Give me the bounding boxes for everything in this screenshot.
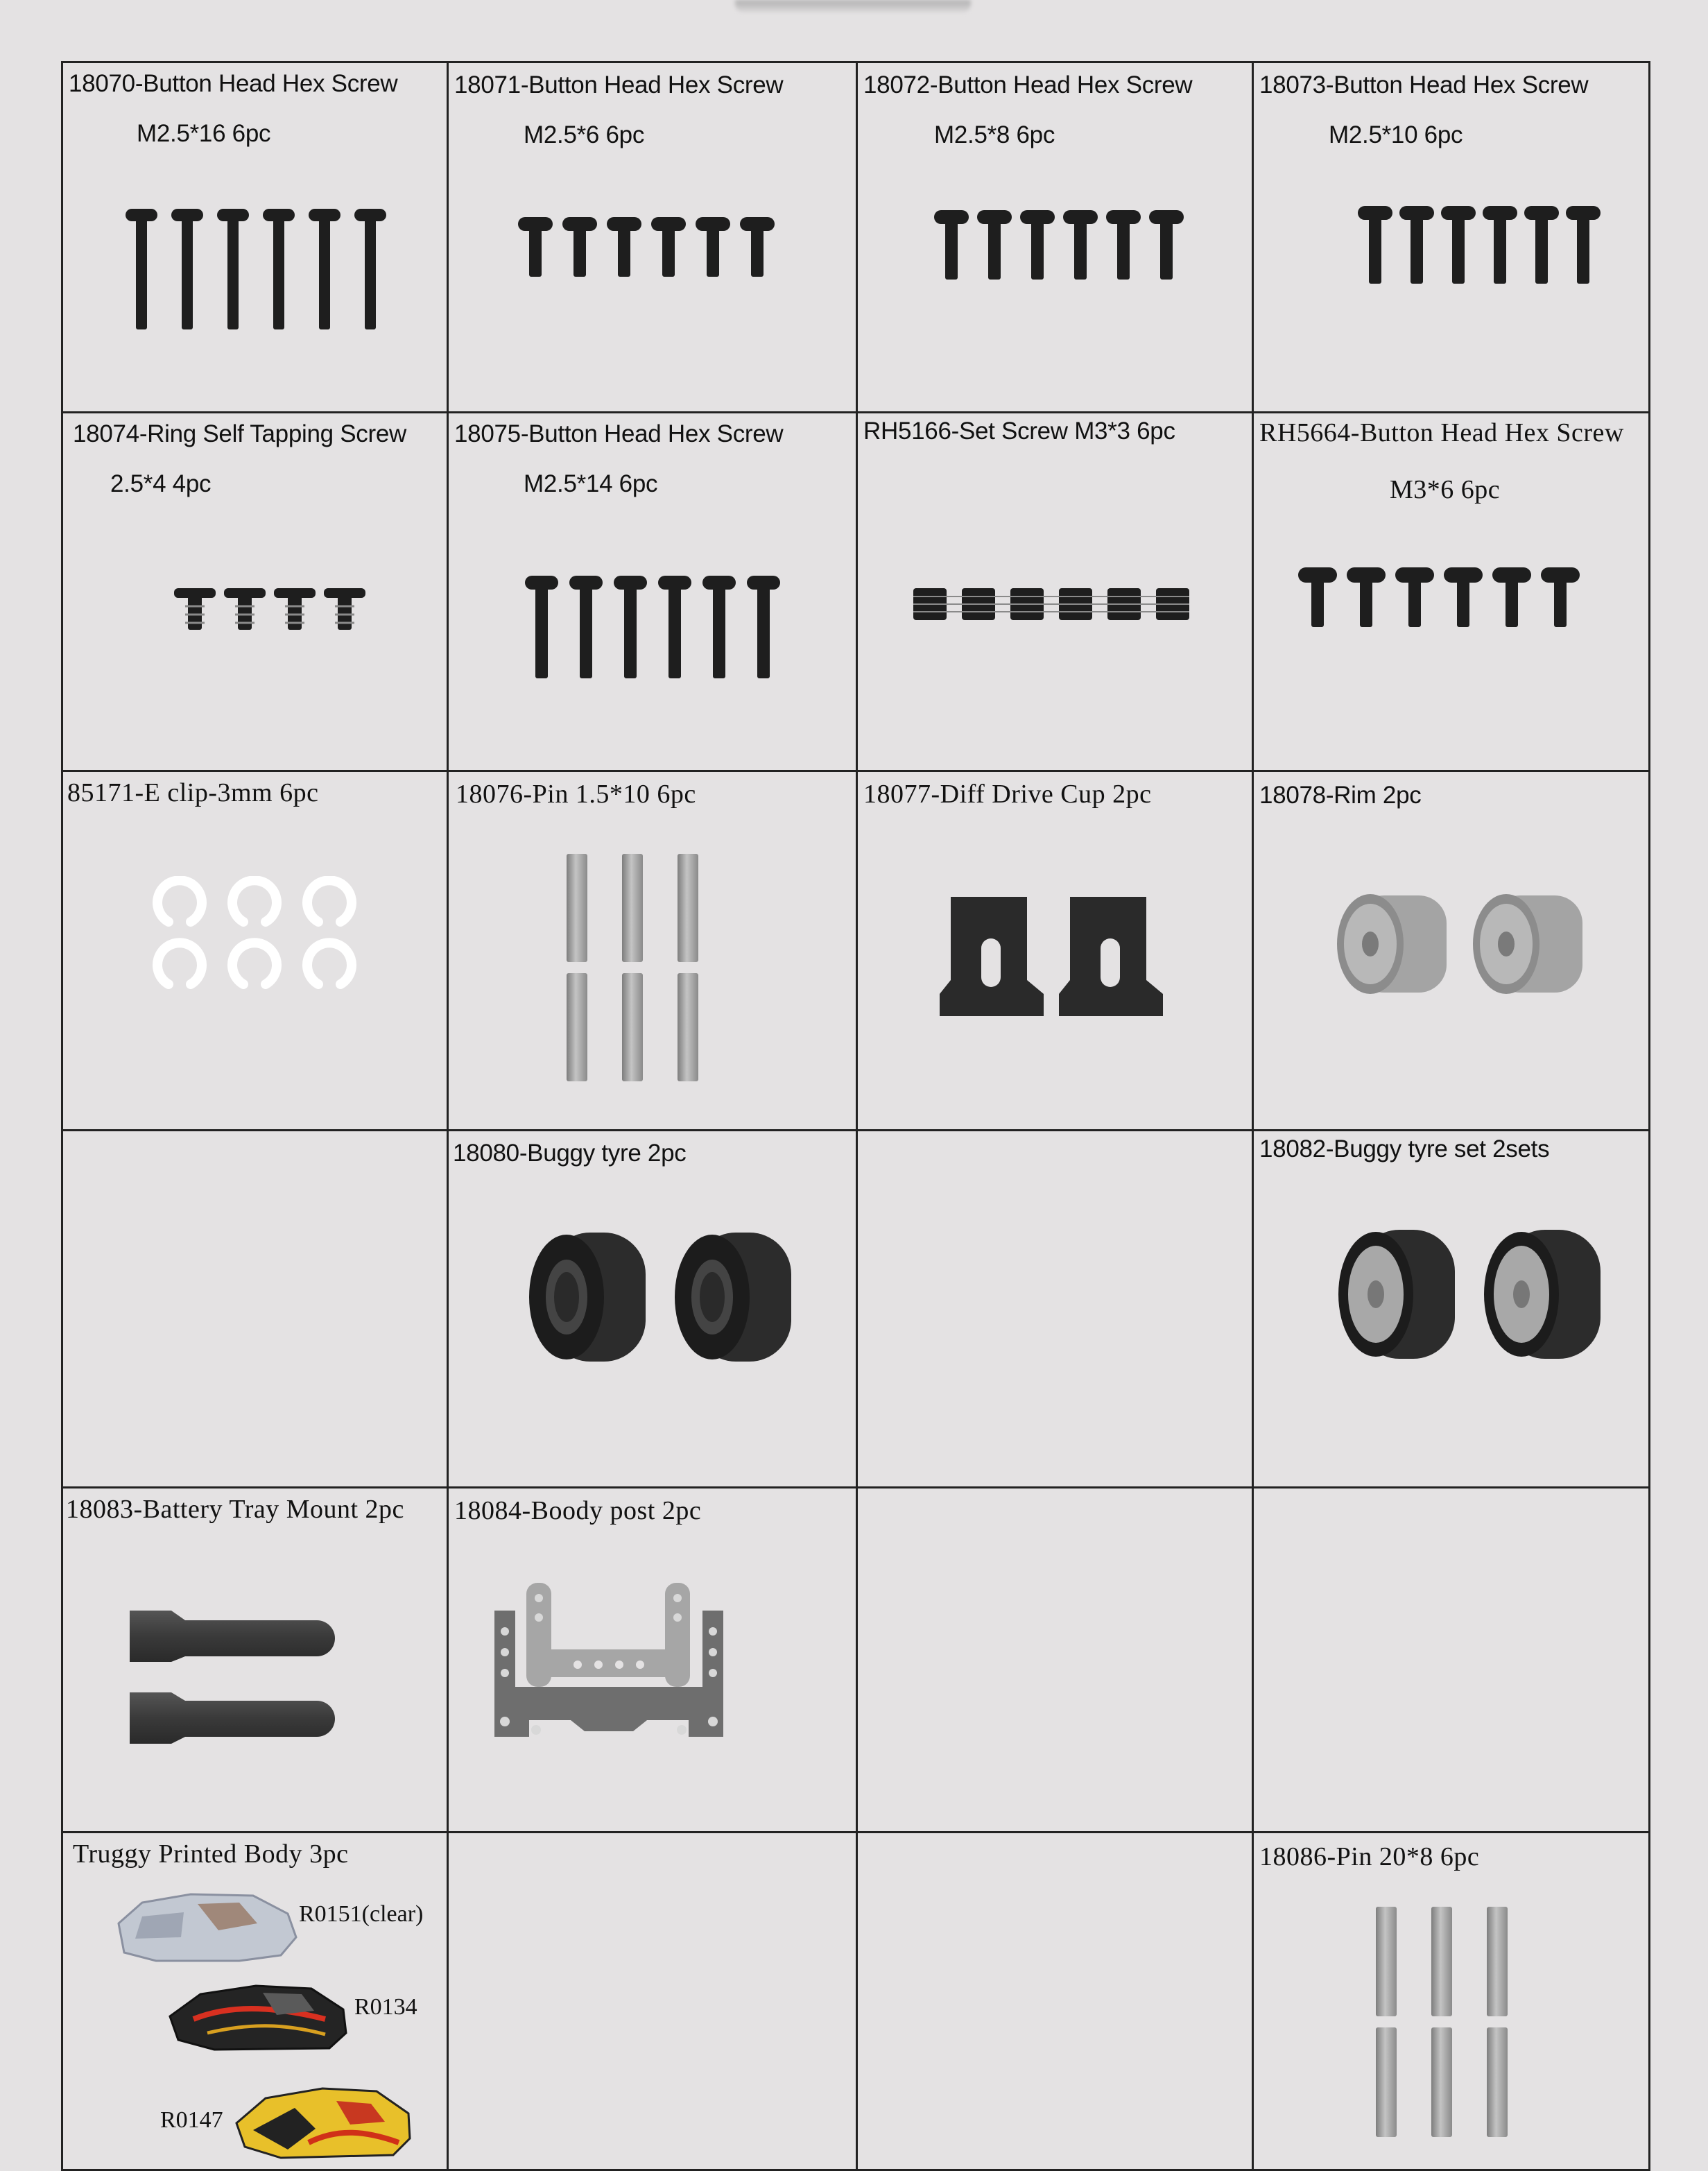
part-cell-18082 bbox=[1254, 1131, 1648, 1486]
empty-cell bbox=[858, 1488, 1252, 1831]
part-cell-18076 bbox=[449, 772, 856, 1129]
short-screws-icon bbox=[1298, 567, 1589, 630]
part-cell-18070 bbox=[63, 63, 447, 411]
part-title: Truggy Printed Body 3pc bbox=[73, 1839, 349, 1869]
part-cell-18083 bbox=[63, 1488, 447, 1831]
part-title: 18077-Diff Drive Cup 2pc bbox=[863, 780, 1152, 809]
battery-tray-mount-icon bbox=[130, 1611, 345, 1749]
part-cell-18074 bbox=[63, 413, 447, 770]
empty-cell bbox=[858, 1131, 1252, 1486]
part-spec: M2.5*16 6pc bbox=[137, 120, 271, 147]
part-title: 18076-Pin 1.5*10 6pc bbox=[456, 780, 696, 809]
short-screws-icon bbox=[934, 210, 1198, 280]
part-title: 18084-Boody post 2pc bbox=[454, 1496, 702, 1525]
pins-icon bbox=[1376, 1907, 1515, 2143]
tyres-icon bbox=[528, 1228, 805, 1367]
part-title: 18072-Button Head Hex Screw bbox=[863, 71, 1193, 98]
printed-body-icon bbox=[232, 2080, 414, 2162]
part-spec: M2.5*6 6pc bbox=[524, 121, 645, 148]
parts-grid bbox=[61, 61, 1650, 2171]
part-cell-truggy-body bbox=[63, 1833, 447, 2171]
part-title: 18080-Buggy tyre 2pc bbox=[453, 1140, 687, 1167]
part-title: 18082-Buggy tyre set 2sets bbox=[1259, 1135, 1550, 1162]
part-spec: 2.5*4 4pc bbox=[110, 470, 212, 497]
body-label: R0147 bbox=[160, 2107, 223, 2133]
part-cell-18071 bbox=[449, 63, 856, 411]
part-title: 18070-Button Head Hex Screw bbox=[69, 70, 398, 97]
part-spec: M3*6 6pc bbox=[1390, 475, 1501, 504]
part-cell-18084 bbox=[449, 1488, 856, 1831]
part-cell-18072 bbox=[858, 63, 1252, 411]
part-cell-85171 bbox=[63, 772, 447, 1129]
part-title: 18083-Battery Tray Mount 2pc bbox=[66, 1495, 404, 1524]
part-cell-18077 bbox=[858, 772, 1252, 1129]
part-title: RH5166-Set Screw M3*3 6pc bbox=[863, 418, 1175, 445]
long-screws-icon bbox=[126, 209, 389, 334]
part-title: 18086-Pin 20*8 6pc bbox=[1259, 1842, 1480, 1871]
part-title: 18071-Button Head Hex Screw bbox=[454, 71, 784, 98]
long-screws-icon bbox=[525, 576, 788, 680]
tyre-set-icon bbox=[1337, 1226, 1614, 1364]
empty-cell bbox=[63, 1131, 447, 1486]
part-title: RH5664-Button Head Hex Screw bbox=[1259, 418, 1624, 447]
part-cell-rh5166 bbox=[858, 413, 1252, 770]
empty-cell bbox=[449, 1833, 856, 2171]
part-title: 18073-Button Head Hex Screw bbox=[1259, 71, 1589, 98]
short-screws-icon bbox=[518, 217, 782, 280]
part-title: 18075-Button Head Hex Screw bbox=[454, 420, 784, 447]
empty-cell bbox=[858, 1833, 1252, 2171]
pins-icon bbox=[567, 854, 705, 1083]
part-title: 18078-Rim 2pc bbox=[1259, 782, 1422, 809]
e-clips-icon bbox=[152, 876, 360, 994]
body-post-icon bbox=[481, 1583, 744, 1749]
part-cell-rh5664 bbox=[1254, 413, 1648, 770]
part-title: 18074-Ring Self Tapping Screw bbox=[73, 420, 406, 447]
tapping-screws-icon bbox=[174, 588, 375, 634]
part-cell-18080 bbox=[449, 1131, 856, 1486]
part-cell-18073 bbox=[1254, 63, 1648, 411]
part-spec: M2.5*14 6pc bbox=[524, 470, 658, 497]
part-cell-18086 bbox=[1254, 1833, 1648, 2171]
body-label: R0134 bbox=[354, 1994, 417, 2020]
clear-body-icon bbox=[114, 1889, 302, 1965]
rims-icon bbox=[1336, 890, 1585, 1001]
drive-cups-icon bbox=[940, 897, 1175, 1022]
part-cell-18075 bbox=[449, 413, 856, 770]
medium-screws-icon bbox=[1358, 206, 1607, 284]
part-spec: M2.5*10 6pc bbox=[1329, 121, 1463, 148]
part-spec: M2.5*8 6pc bbox=[934, 121, 1055, 148]
printed-body-icon bbox=[166, 1977, 353, 2054]
part-title: 85171-E clip-3mm 6pc bbox=[67, 778, 319, 807]
empty-cell bbox=[1254, 1488, 1648, 1831]
set-screws-icon bbox=[913, 588, 1191, 623]
body-label: R0151(clear) bbox=[299, 1901, 424, 1927]
part-cell-18078 bbox=[1254, 772, 1648, 1129]
top-smudge bbox=[735, 0, 971, 12]
